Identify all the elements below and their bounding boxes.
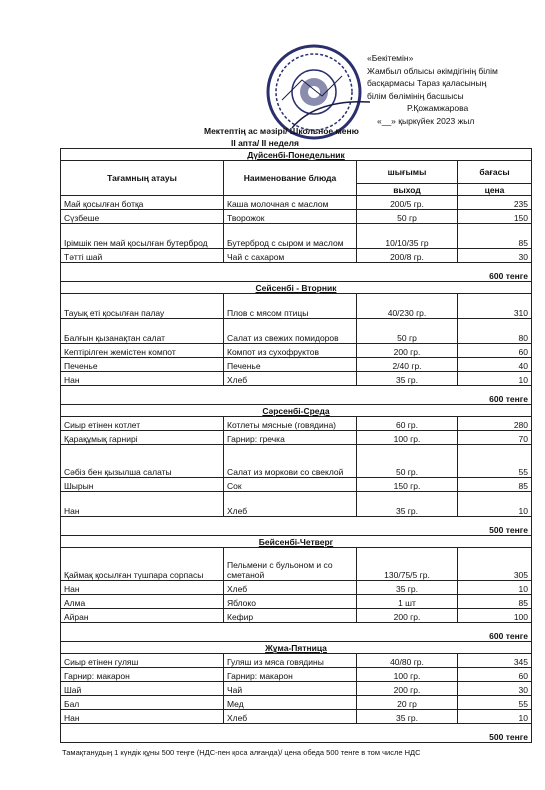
day-name: Бейсенбі-Четверг	[61, 536, 532, 548]
dish-price: 55	[458, 696, 532, 710]
dish-price: 305	[458, 548, 532, 581]
day-total-row	[61, 517, 532, 536]
dish-price: 150	[458, 210, 532, 224]
menu-item-row	[61, 609, 532, 623]
menu-item-row	[61, 196, 532, 210]
day-total-row	[61, 724, 532, 743]
menu-item-row	[61, 431, 532, 445]
menu-item-row	[61, 581, 532, 595]
dish-price: 60	[458, 344, 532, 358]
day-total-row	[61, 386, 532, 405]
dish-name-kz: Печенье	[61, 358, 224, 372]
dish-output: 50 гр.	[357, 445, 458, 478]
dish-name-ru: Пельмени с бульоном и со сметаной	[224, 548, 357, 581]
dish-output: 200/8 гр.	[357, 249, 458, 263]
day-total: 500 тенге	[61, 724, 532, 743]
dish-output: 100 гр.	[357, 431, 458, 445]
menu-item-row	[61, 445, 532, 478]
dish-price: 310	[458, 294, 532, 319]
dish-name-kz: Кептірілген жемістен компот	[61, 344, 224, 358]
dish-name-kz: Сиыр етінен гуляш	[61, 654, 224, 668]
dish-output: 35 гр.	[357, 492, 458, 517]
dish-output: 2/40 гр.	[357, 358, 458, 372]
menu-item-row	[61, 654, 532, 668]
dish-output: 20 гр	[357, 696, 458, 710]
dish-output: 35 гр.	[357, 710, 458, 724]
day-name: Дүйсенбі-Понедельник	[61, 149, 532, 161]
dish-price: 345	[458, 654, 532, 668]
dish-name-kz: Алма	[61, 595, 224, 609]
day-total-row	[61, 623, 532, 642]
menu-item-row	[61, 548, 532, 581]
dish-name-ru: Хлеб	[224, 492, 357, 517]
dish-price: 55	[458, 445, 532, 478]
dish-price: 30	[458, 249, 532, 263]
dish-name-ru: Плов с мясом птицы	[224, 294, 357, 319]
day-total: 500 тенге	[61, 517, 532, 536]
dish-output: 60 гр.	[357, 417, 458, 431]
dish-name-ru: Печенье	[224, 358, 357, 372]
dish-price: 60	[458, 668, 532, 682]
dish-name-ru: Яблоко	[224, 595, 357, 609]
menu-item-row	[61, 210, 532, 224]
menu-item-row	[61, 344, 532, 358]
dish-name-kz: Сиыр етінен котлет	[61, 417, 224, 431]
dish-name-kz: Нан	[61, 581, 224, 595]
dish-price: 100	[458, 609, 532, 623]
dish-output: 200/5 гр.	[357, 196, 458, 210]
dish-name-kz: Гарнир: макарон	[61, 668, 224, 682]
dish-price: 10	[458, 710, 532, 724]
dish-output: 50 гр	[357, 319, 458, 344]
dish-name-ru: Хлеб	[224, 581, 357, 595]
day-row	[61, 149, 532, 161]
dish-output: 200 гр.	[357, 609, 458, 623]
dish-output: 150 гр.	[357, 478, 458, 492]
dish-name-ru: Сок	[224, 478, 357, 492]
approval-block	[367, 52, 498, 127]
dish-name-ru: Каша молочная с маслом	[224, 196, 357, 210]
dish-price: 85	[458, 224, 532, 249]
dish-output: 200 гр.	[357, 344, 458, 358]
dish-price: 85	[458, 595, 532, 609]
dish-output: 35 гр.	[357, 372, 458, 386]
dish-output: 40/80 гр.	[357, 654, 458, 668]
dish-name-kz: Тәтті шай	[61, 249, 224, 263]
day-total: 600 тенге	[61, 623, 532, 642]
dish-name-ru: Мед	[224, 696, 357, 710]
dish-name-kz: Бал	[61, 696, 224, 710]
dish-name-ru: Компот из сухофруктов	[224, 344, 357, 358]
dish-output: 40/230 гр.	[357, 294, 458, 319]
menu-item-row	[61, 319, 532, 344]
menu-item-row	[61, 682, 532, 696]
dish-name-ru: Салат из моркови со свеклой	[224, 445, 357, 478]
menu-item-row	[61, 478, 532, 492]
footnote: Тамақтанудың 1 күндік құны 500 теңге (НДС-пен қоса алғанда)/ цена обеда 500 тенге в том числе НДС	[62, 748, 421, 757]
day-total-row	[61, 263, 532, 282]
header-output-kz: шығымы	[357, 161, 458, 184]
dish-name-kz: Тауық еті қосылған палау	[61, 294, 224, 319]
menu-item-row	[61, 595, 532, 609]
approval-line: басқармасы Тараз қаласының	[367, 78, 487, 88]
dish-name-ru: Хлеб	[224, 372, 357, 386]
menu-item-row	[61, 358, 532, 372]
dish-price: 10	[458, 372, 532, 386]
dish-price: 280	[458, 417, 532, 431]
menu-table	[60, 148, 532, 743]
menu-item-row	[61, 492, 532, 517]
day-row	[61, 536, 532, 548]
approval-date: «__» қыркүйек 2023 жыл	[377, 115, 475, 126]
menu-item-row	[61, 294, 532, 319]
header-price-ru: цена	[458, 184, 532, 196]
header-output-ru: выход	[357, 184, 458, 196]
dish-price: 30	[458, 682, 532, 696]
header-price-kz: бағасы	[458, 161, 532, 184]
header-name-ru: Наименование блюда	[224, 161, 357, 196]
dish-name-kz: Қарақұмық гарнирі	[61, 431, 224, 445]
dish-output: 1 шт	[357, 595, 458, 609]
approval-signer: Р.Қожамжарова	[407, 103, 469, 113]
dish-name-ru: Салат из свежих помидоров	[224, 319, 357, 344]
dish-output: 200 гр.	[357, 682, 458, 696]
dish-output: 35 гр.	[357, 581, 458, 595]
dish-output: 100 гр.	[357, 668, 458, 682]
approval-line: Жамбыл облысы әкімдігінің білім	[367, 65, 498, 76]
dish-output: 50 гр	[357, 210, 458, 224]
dish-name-kz: Нан	[61, 710, 224, 724]
dish-price: 10	[458, 492, 532, 517]
menu-item-row	[61, 249, 532, 263]
dish-name-kz: Шырын	[61, 478, 224, 492]
header-name-kz: Тағамның атауы	[61, 161, 224, 196]
dish-name-kz: Сүзбеше	[61, 210, 224, 224]
header-row	[61, 161, 532, 184]
menu-item-row	[61, 417, 532, 431]
dish-name-kz: Қаймақ қосылған түшпара сорпасы	[61, 548, 224, 581]
day-name: Сәрсенбі-Среда	[61, 405, 532, 417]
dish-output: 130/75/5 гр.	[357, 548, 458, 581]
dish-name-kz: Нан	[61, 372, 224, 386]
dish-name-kz: Сәбіз бен қызылша салаты	[61, 445, 224, 478]
dish-name-kz: Айран	[61, 609, 224, 623]
dish-name-kz: Балғын қызанақтан салат	[61, 319, 224, 344]
dish-price: 85	[458, 478, 532, 492]
approval-line: білім бөлімінің басшысы	[367, 90, 464, 101]
dish-name-kz: Шай	[61, 682, 224, 696]
dish-name-ru: Гарнир: гречка	[224, 431, 357, 445]
dish-price: 10	[458, 581, 532, 595]
dish-name-kz: Нан	[61, 492, 224, 517]
menu-subtitle: II апта/ II неделя	[231, 138, 299, 148]
dish-name-ru: Гарнир: макарон	[224, 668, 357, 682]
dish-name-ru: Котлеты мясные (говядина)	[224, 417, 357, 431]
dish-price: 235	[458, 196, 532, 210]
approval-heading: «Бекітемін»	[367, 53, 414, 63]
dish-name-kz: Ірімшік пен май қосылған бутерброд	[61, 224, 224, 249]
dish-price: 40	[458, 358, 532, 372]
day-total: 600 тенге	[61, 386, 532, 405]
menu-item-row	[61, 224, 532, 249]
dish-name-ru: Чай с сахаром	[224, 249, 357, 263]
dish-name-ru: Чай	[224, 682, 357, 696]
menu-item-row	[61, 696, 532, 710]
menu-item-row	[61, 710, 532, 724]
day-row	[61, 642, 532, 654]
dish-name-ru: Творожок	[224, 210, 357, 224]
menu-item-row	[61, 372, 532, 386]
dish-name-kz: Май қосылған ботқа	[61, 196, 224, 210]
menu-item-row	[61, 668, 532, 682]
dish-name-ru: Бутерброд с сыром и маслом	[224, 224, 357, 249]
dish-output: 10/10/35 гр	[357, 224, 458, 249]
dish-price: 80	[458, 319, 532, 344]
day-name: Жұма-Пятница	[61, 642, 532, 654]
day-total: 600 тенге	[61, 263, 532, 282]
menu-title: Мектептің ас мәзірі/ Школьное меню	[204, 126, 359, 136]
dish-name-ru: Кефир	[224, 609, 357, 623]
day-row	[61, 282, 532, 294]
day-name: Сейсенбі - Вторник	[61, 282, 532, 294]
dish-price: 70	[458, 431, 532, 445]
dish-name-ru: Гуляш из мяса говядины	[224, 654, 357, 668]
day-row	[61, 405, 532, 417]
dish-name-ru: Хлеб	[224, 710, 357, 724]
